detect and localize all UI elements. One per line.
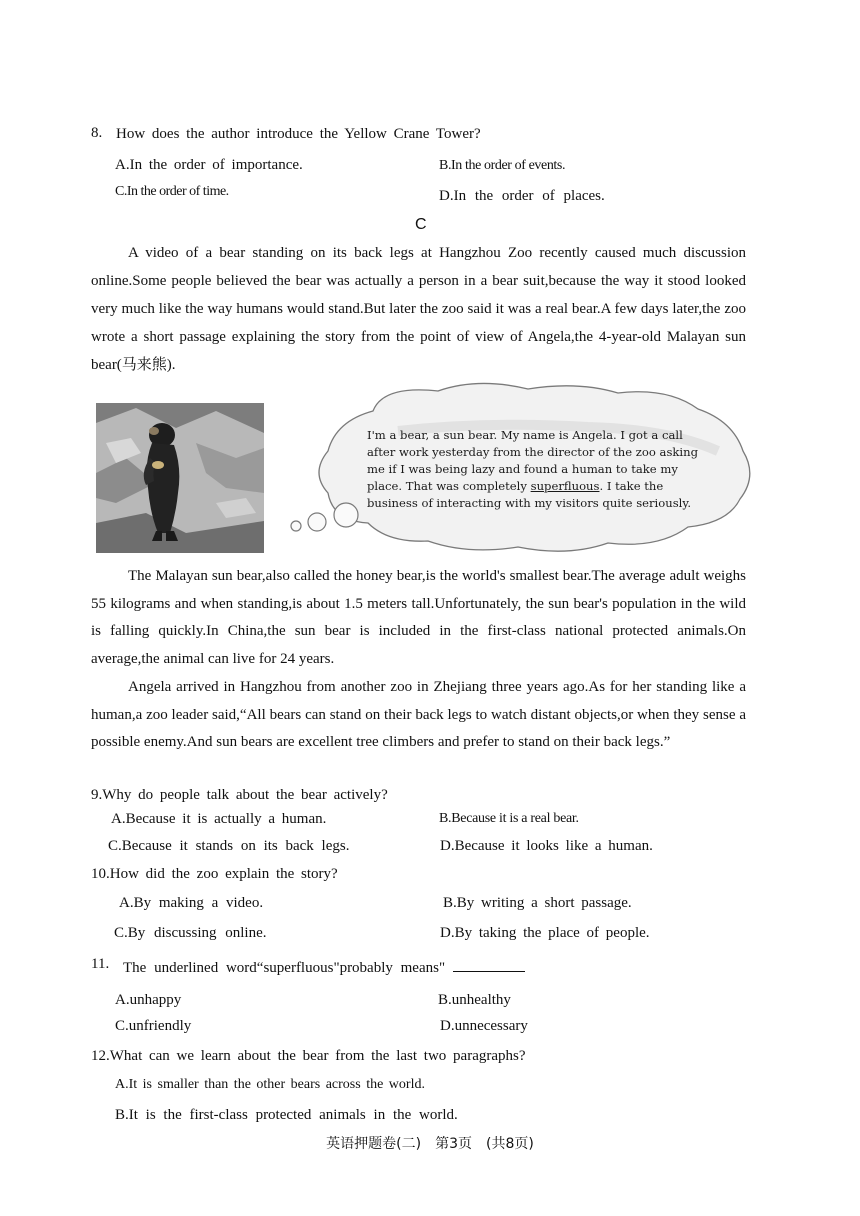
question-12-option-b: B.It is the first-class protected animals in the world.	[115, 1107, 458, 1123]
bear-illustration	[96, 403, 264, 553]
question-8-option-d: D.In the order of places.	[439, 188, 605, 204]
speech-bubble-text	[367, 427, 707, 512]
bear-photo	[96, 403, 264, 553]
question-9-option-a: A.Because it is actually a human.	[111, 811, 327, 827]
question-11-stem-text: The underlined word“superfluous"probably means"	[123, 960, 446, 976]
underlined-word: superfluous	[530, 479, 600, 493]
intro-paragraph	[91, 239, 746, 379]
question-10-option-b: B.By writing a short passage.	[443, 895, 632, 911]
paragraph-2	[91, 563, 746, 673]
question-11-stem	[123, 957, 525, 977]
question-9-option-b: B.Because it is a real bear.	[439, 811, 579, 826]
question-9-stem: 9.Why do people talk about the bear actively?	[91, 787, 388, 803]
paragraph-2-text: The Malayan sun bear,also called the honey bear,is the world's smallest bear.The average adult weighs 55 kilograms and when standing,is about 1.5 meters tall.Unfortunately, the sun bear's population in the wild is falling quickly.In China,the sun bear is included in the first-class national protected animals.On average,the animal can live for 24 years.	[91, 568, 746, 667]
question-8-option-c: C.In the order of time.	[115, 184, 229, 199]
paragraph-3	[91, 674, 746, 757]
question-10-option-a: A.By making a video.	[119, 895, 264, 911]
question-12-stem: 12.What can we learn about the bear from the last two paragraphs?	[91, 1048, 526, 1064]
intro-paragraph-text: A video of a bear standing on its back legs at Hangzhou Zoo recently caused much discussion online.Some people believed the bear was actually a person in a bear suit,because the way it stood looked very much like the way humans would stand.But later the zoo said it was a real bear.A few days later,the zoo wrote a short passage explaining the story from the point of view of Angela,the 4-year-old Malayan sun bear(马来熊).	[91, 245, 746, 373]
thought-dot-large	[334, 503, 358, 527]
question-8-number: 8.	[91, 125, 103, 141]
section-heading: C	[415, 216, 427, 233]
bubble-text-part1: I'm a bear, a sun bear. My name is Angela. I got a call after work yesterday from the director of the zoo asking me if I was being lazy and found a human to take my place. That was completely	[367, 428, 699, 493]
question-10-option-c: C.By discussing online.	[114, 925, 267, 941]
question-11-option-b: B.unhealthy	[438, 992, 511, 1008]
question-11-option-d: D.unnecessary	[440, 1018, 528, 1034]
paragraph-3-text: Angela arrived in Hangzhou from another zoo in Zhejiang three years ago.As for her standing like a human,a zoo leader said,“All bears can stand on their back legs to watch distant objects,or when they sense a possible enemy.And sun bears are excellent tree climbers and prefer to stand on their back legs.”	[91, 679, 746, 750]
question-8-option-a: A.In the order of importance.	[115, 157, 303, 173]
question-11-option-a: A.unhappy	[115, 992, 182, 1008]
question-8-stem: How does the author introduce the Yellow Crane Tower?	[116, 126, 481, 142]
question-11-number: 11.	[91, 956, 110, 972]
page-footer: 英语押题卷(二) 第3页 (共8页)	[326, 1136, 534, 1152]
question-10-stem: 10.How did the zoo explain the story?	[91, 866, 338, 882]
question-11-option-c: C.unfriendly	[115, 1018, 192, 1034]
thought-dot-medium	[308, 513, 326, 531]
thought-dot-small	[291, 521, 301, 531]
question-9-option-d: D.Because it looks like a human.	[440, 838, 653, 854]
answer-blank	[453, 957, 525, 972]
question-8-option-b: B.In the order of events.	[439, 158, 566, 173]
bubble-text-part2: . I take the business of interacting with my visitors quite seriously.	[367, 479, 692, 510]
question-12-option-a: A.It is smaller than the other bears across the world.	[115, 1077, 425, 1092]
question-9-option-c: C.Because it stands on its back legs.	[108, 838, 350, 854]
question-10-option-d: D.By taking the place of people.	[440, 925, 650, 941]
